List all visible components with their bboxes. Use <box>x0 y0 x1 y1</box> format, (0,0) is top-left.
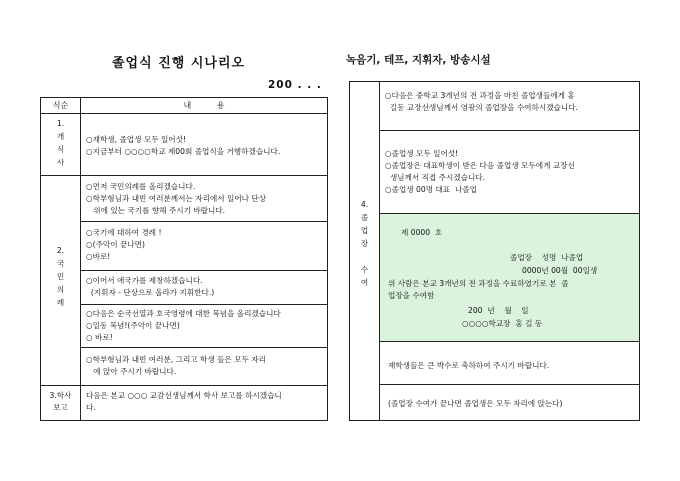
step-3-label: 3.학사 보고 <box>49 391 72 412</box>
step-2-label: 2. 국 민 의 례 <box>56 246 65 307</box>
step-4-label: 4. 졸 업 장 수 여 <box>360 200 369 287</box>
step-2-text-d: ○다음은 순국선열과 호국영령에 대한 묵념을 올리겠습니다 ○일동 묵념!(주악이 끝나면) ○ 바로! <box>86 309 281 342</box>
step-4-text-applause: 재학생들은 큰 박수로 축하하여 주시기 바랍니다. <box>388 361 550 370</box>
left-table <box>40 97 328 421</box>
page-title: 졸업식 진행 시나리오 <box>112 56 246 71</box>
step-4-text-intro: ○다음은 중학교 3개년의 전 과정을 마친 졸업생들에게 홍 길동 교장선생님께서 영광의 졸업장을 수여하시겠습니다. <box>385 91 578 112</box>
step-4-text-instructions: ○졸업생 모두 일어섯! ○졸업장은 대표학생이 받은 다음 졸업생 모두에게 교장선 생님께서 직접 주시겠습니다. ○졸업생 00명 대표 나졸업 <box>385 149 575 194</box>
step-1-text: ○재학생, 졸업생 모두 일어섯! ○지금부터 ○○○○학교 제00회 졸업식을 거행하겠습니다. <box>86 135 281 156</box>
right-table <box>349 81 640 421</box>
date-line: 200 . . . <box>268 79 322 91</box>
certificate-body: 위 사람은 본교 3개년의 전 과정을 수료하였기로 본 졸 업장을 수여함 <box>388 279 569 300</box>
certificate-number: 제 0000 호 <box>401 228 443 237</box>
certificate-box <box>380 214 639 341</box>
step-3-text: 다음은 본교 ○○○ 교감선생님께서 학사 보고를 하시겠습니 다. <box>86 391 282 412</box>
step-2-text-e: ○학부형님과 내빈 여러분, 그리고 학생 들은 모두 자리 에 앉아 주시기 바랍니다. <box>86 355 266 376</box>
equipment-note: 녹음기, 테프, 지휘자, 방송시설 <box>346 54 491 66</box>
certificate-birth: 0000년 00월 00일생 <box>522 266 598 275</box>
step-2-text-b: ○국기에 대하여 경례 ! ○(주악이 끝나면) ○바로! <box>86 228 162 261</box>
header-col-order: 식순 <box>52 101 69 110</box>
step-4-text-closing: (졸업장 수여가 끝나면 졸업생은 모두 자리에 앉는다) <box>388 399 563 408</box>
step-1-label: 1. 개 식 사 <box>56 119 65 167</box>
certificate-name: 졸업장 성명 나졸업 <box>510 253 584 262</box>
certificate-principal: ○○○○학교장 홍 길 동 <box>462 319 543 328</box>
step-2-text-a: ○먼저 국민의례를 올리겠습니다. ○학부형님과 내빈 여러분께서는 자리에서 일어나 단상 위에 있는 국기를 향해 주시기 바랍니다. <box>86 182 267 215</box>
header-col-content: 내 용 <box>183 101 225 110</box>
certificate-date: 200 년 월 일 <box>468 306 529 315</box>
step-2-text-c: ○이어서 애국가를 제창하겠습니다. (지휘자 - 단상으로 올라가 지휘한다.) <box>86 276 215 297</box>
